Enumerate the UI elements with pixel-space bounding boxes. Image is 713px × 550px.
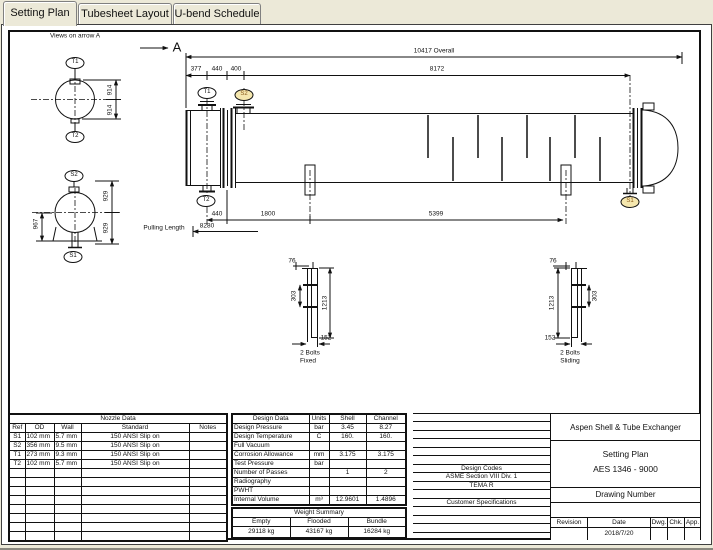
cell-label: Design Pressure xyxy=(232,424,309,433)
empty-cell xyxy=(81,469,189,478)
empty-cell xyxy=(25,505,54,514)
cell-revision xyxy=(551,528,588,540)
col-notes: Notes xyxy=(189,424,227,433)
cell-label: Design Temperature xyxy=(232,433,309,442)
cell-units xyxy=(309,442,329,451)
sliding-1213-label: 1213 xyxy=(548,295,556,311)
codes-row xyxy=(413,524,550,532)
empty-row xyxy=(9,469,227,478)
cell-ref: T2 xyxy=(9,460,25,469)
cell-label: Corrosion Allowance xyxy=(232,451,309,460)
design-data-table xyxy=(231,413,407,506)
cell-channel xyxy=(366,487,406,496)
empty-cell xyxy=(189,523,227,532)
empty-row xyxy=(9,487,227,496)
table-row xyxy=(9,460,227,469)
empty-cell xyxy=(9,532,25,542)
cell-units: bar xyxy=(309,424,329,433)
empty-cell xyxy=(54,469,81,478)
col-date: Date xyxy=(588,518,651,527)
table-row xyxy=(232,442,406,451)
cell-bundle-weight: 16284 kg xyxy=(348,527,406,538)
cell-units xyxy=(309,478,329,487)
fixed-303-label: 303 xyxy=(290,290,298,302)
dim-929a-label: 929 xyxy=(102,190,110,202)
empty-cell xyxy=(81,505,189,514)
dim-929b-label: 929 xyxy=(102,222,110,234)
drawing-title: Setting Plan xyxy=(602,449,649,459)
codes-row xyxy=(413,439,550,447)
col-standard: Standard xyxy=(81,424,189,433)
codes-row xyxy=(413,422,550,430)
fixed-caption-2: Fixed xyxy=(300,357,316,365)
codes-row xyxy=(413,507,550,515)
col-units: Units xyxy=(309,414,329,424)
sliding-152-label: 152 xyxy=(544,334,556,342)
fixed-caption-1: 2 Bolts xyxy=(300,349,320,357)
table-row xyxy=(9,451,227,460)
empty-cell xyxy=(9,469,25,478)
nozzle-tag-s2-view: S2 xyxy=(65,170,84,182)
cell-channel: 2 xyxy=(366,469,406,478)
company-name: Aspen Shell & Tube Exchanger xyxy=(551,414,700,441)
cell-shell: 160. xyxy=(329,433,366,442)
cell-notes xyxy=(189,442,227,451)
cell-wall: 9.3 mm xyxy=(54,451,81,460)
empty-cell xyxy=(25,478,54,487)
design-code-asme: ASME Section VIII Div. 1 xyxy=(413,473,550,481)
empty-cell xyxy=(189,505,227,514)
empty-cell xyxy=(25,532,54,542)
nozzle-tag-t2-view: T2 xyxy=(66,131,85,143)
codes-row xyxy=(413,516,550,524)
cell-standard: 150 ANSI Slip on xyxy=(81,451,189,460)
empty-row xyxy=(9,514,227,523)
weight-summary-title: Weight Summary xyxy=(232,508,406,518)
empty-cell xyxy=(189,478,227,487)
dim-914b-label: 914 xyxy=(106,104,114,116)
cell-date: 2018/7/20 xyxy=(588,528,651,540)
cell-units xyxy=(309,487,329,496)
table-row xyxy=(9,414,227,424)
cell-dwg xyxy=(651,528,668,540)
empty-cell xyxy=(54,523,81,532)
sliding-303-label: 303 xyxy=(591,290,599,302)
col-bundle: Bundle xyxy=(348,518,406,527)
codes-row xyxy=(413,414,550,422)
cell-channel xyxy=(366,442,406,451)
col-empty: Empty xyxy=(232,518,290,527)
dim-5399-label: 5399 xyxy=(428,210,444,218)
cell-units: m³ xyxy=(309,496,329,506)
cell-label: Test Pressure xyxy=(232,460,309,469)
empty-cell xyxy=(54,505,81,514)
col-shell: Shell xyxy=(329,414,366,424)
empty-cell xyxy=(25,523,54,532)
col-channel: Channel xyxy=(366,414,406,424)
title-block xyxy=(550,413,700,540)
nozzle-data-table xyxy=(8,413,228,542)
cell-notes xyxy=(189,451,227,460)
nozzle-tag-s2[interactable]: S2 xyxy=(235,89,254,101)
empty-row xyxy=(9,496,227,505)
cell-label: Number of Passes xyxy=(232,469,309,478)
cell-standard: 150 ANSI Slip on xyxy=(81,460,189,469)
cell-label: Full Vacuum xyxy=(232,442,309,451)
nozzle-table-title: Nozzle Data xyxy=(9,414,227,424)
sliding-caption-2: Sliding xyxy=(560,357,580,365)
col-revision: Revision xyxy=(551,518,588,527)
col-app: App. xyxy=(685,519,700,526)
col-od: OD xyxy=(25,424,54,433)
cell-channel: 3.175 xyxy=(366,451,406,460)
fixed-76-label: 76 xyxy=(288,257,296,265)
table-row xyxy=(232,460,406,469)
table-row xyxy=(232,451,406,460)
empty-row xyxy=(9,532,227,542)
codes-row xyxy=(413,448,550,456)
drawing-number-label: Drawing Number xyxy=(551,488,700,503)
cell-shell: 3.45 xyxy=(329,424,366,433)
cell-od: 102 mm xyxy=(25,433,54,442)
codes-row xyxy=(413,490,550,498)
empty-cell xyxy=(9,478,25,487)
cell-ref: S1 xyxy=(9,433,25,442)
cell-shell: 12.9601 xyxy=(329,496,366,506)
fixed-1213-label: 1213 xyxy=(321,295,329,311)
cell-notes xyxy=(189,460,227,469)
col-design-data: Design Data xyxy=(232,414,309,424)
cell-wall: 9.5 mm xyxy=(54,442,81,451)
table-row xyxy=(232,487,406,496)
design-codes-block xyxy=(413,413,550,541)
codes-row xyxy=(413,533,550,541)
cell-units xyxy=(309,469,329,478)
empty-cell xyxy=(25,487,54,496)
table-row xyxy=(232,414,406,424)
empty-cell xyxy=(81,487,189,496)
empty-row xyxy=(9,523,227,532)
empty-cell xyxy=(9,523,25,532)
drawing-number-value xyxy=(551,503,700,518)
arrow-a-indicator: A xyxy=(172,39,182,55)
cell-od: 356 mm xyxy=(25,442,54,451)
empty-cell xyxy=(54,532,81,542)
views-on-arrow-label: Views on arrow A xyxy=(49,32,101,40)
cell-wall: 5.7 mm xyxy=(54,433,81,442)
cell-chk xyxy=(668,528,685,540)
cell-app xyxy=(685,528,700,540)
nozzle-tag-t1: T1 xyxy=(198,87,217,99)
cell-label: Radiography xyxy=(232,478,309,487)
dim-8172-label: 8172 xyxy=(429,65,445,73)
empty-cell xyxy=(189,514,227,523)
table-row xyxy=(232,433,406,442)
model-designation: AES 1346 - 9000 xyxy=(593,464,658,474)
col-ref: Ref xyxy=(9,424,25,433)
empty-cell xyxy=(81,523,189,532)
cell-od: 102 mm xyxy=(25,460,54,469)
design-code-tema: TEMA R xyxy=(413,482,550,490)
cell-label: PWHT xyxy=(232,487,309,496)
sliding-76-label: 76 xyxy=(549,257,557,265)
empty-cell xyxy=(189,469,227,478)
empty-cell xyxy=(81,478,189,487)
dim-914a-label: 914 xyxy=(106,84,114,96)
cell-channel: 8.27 xyxy=(366,424,406,433)
codes-row xyxy=(413,456,550,464)
table-row xyxy=(232,424,406,433)
table-row xyxy=(9,442,227,451)
tab-ubend-schedule[interactable]: U-bend Schedule xyxy=(173,3,261,25)
tab-setting-plan[interactable]: Setting Plan xyxy=(3,1,77,26)
pulling-length-label: Pulling Length xyxy=(143,224,185,232)
cell-shell xyxy=(329,460,366,469)
fixed-152-label: 152 xyxy=(320,334,332,342)
empty-row xyxy=(9,478,227,487)
empty-cell xyxy=(54,478,81,487)
tab-tubesheet-layout[interactable]: Tubesheet Layout xyxy=(78,3,172,25)
cell-units: mm xyxy=(309,451,329,460)
table-row xyxy=(232,508,406,518)
cell-standard: 150 ANSI Slip on xyxy=(81,442,189,451)
cell-ref: T1 xyxy=(9,451,25,460)
dim-overall-label: 10417 Overall xyxy=(413,47,455,55)
empty-cell xyxy=(9,505,25,514)
empty-cell xyxy=(81,514,189,523)
empty-cell xyxy=(189,496,227,505)
cell-standard: 150 ANSI Slip on xyxy=(81,433,189,442)
cell-units: bar xyxy=(309,460,329,469)
empty-cell xyxy=(25,514,54,523)
table-row xyxy=(232,478,406,487)
nozzle-tag-t2: T2 xyxy=(197,195,216,207)
table-row xyxy=(9,424,227,433)
empty-cell xyxy=(81,496,189,505)
dim-400-label: 400 xyxy=(230,65,242,73)
design-codes-label: Design Codes xyxy=(413,465,550,473)
empty-cell xyxy=(54,514,81,523)
cell-channel xyxy=(366,460,406,469)
cell-shell xyxy=(329,478,366,487)
nozzle-tag-s1[interactable]: S1 xyxy=(621,196,640,208)
cell-shell: 1 xyxy=(329,469,366,478)
cell-shell xyxy=(329,487,366,496)
table-row xyxy=(232,469,406,478)
cell-od: 273 mm xyxy=(25,451,54,460)
dim-1800-label: 1800 xyxy=(260,210,276,218)
table-row xyxy=(232,496,406,506)
empty-cell xyxy=(9,514,25,523)
empty-cell xyxy=(25,469,54,478)
nozzle-tag-t1-view: T1 xyxy=(66,57,85,69)
empty-cell xyxy=(54,487,81,496)
cell-flooded-weight: 43167 kg xyxy=(290,527,348,538)
sliding-caption-1: 2 Bolts xyxy=(560,349,580,357)
table-row xyxy=(232,518,406,527)
col-dwg: Dwg. xyxy=(651,519,667,526)
col-chk: Chk. xyxy=(668,518,685,527)
cell-channel xyxy=(366,478,406,487)
empty-cell xyxy=(25,496,54,505)
table-row xyxy=(232,527,406,538)
cell-notes xyxy=(189,433,227,442)
cell-units: C xyxy=(309,433,329,442)
empty-cell xyxy=(9,487,25,496)
col-wall: Wall xyxy=(54,424,81,433)
empty-row xyxy=(9,505,227,514)
table-row xyxy=(9,433,227,442)
empty-cell xyxy=(54,496,81,505)
dim-377-label: 377 xyxy=(190,65,202,73)
cell-shell: 3.175 xyxy=(329,451,366,460)
customer-specifications-label: Customer Specifications xyxy=(413,499,550,507)
cell-shell xyxy=(329,442,366,451)
cell-wall: 5.7 mm xyxy=(54,460,81,469)
cell-empty-weight: 29118 kg xyxy=(232,527,290,538)
empty-cell xyxy=(9,496,25,505)
weight-summary-table xyxy=(231,507,407,539)
cell-ref: S2 xyxy=(9,442,25,451)
nozzle-tag-s1-view: S1 xyxy=(64,251,83,263)
empty-cell xyxy=(189,532,227,542)
col-flooded: Flooded xyxy=(290,518,348,527)
cell-channel: 160. xyxy=(366,433,406,442)
empty-cell xyxy=(81,532,189,542)
empty-cell xyxy=(189,487,227,496)
dim-440-bottom-label: 440 xyxy=(211,210,223,218)
cell-label: Internal Volume xyxy=(232,496,309,506)
cell-channel: 1.4896 xyxy=(366,496,406,506)
dim-967-label: 967 xyxy=(32,218,40,230)
dim-8280-label: 8280 xyxy=(199,222,215,230)
codes-row xyxy=(413,431,550,439)
dim-440-top-label: 440 xyxy=(211,65,223,73)
